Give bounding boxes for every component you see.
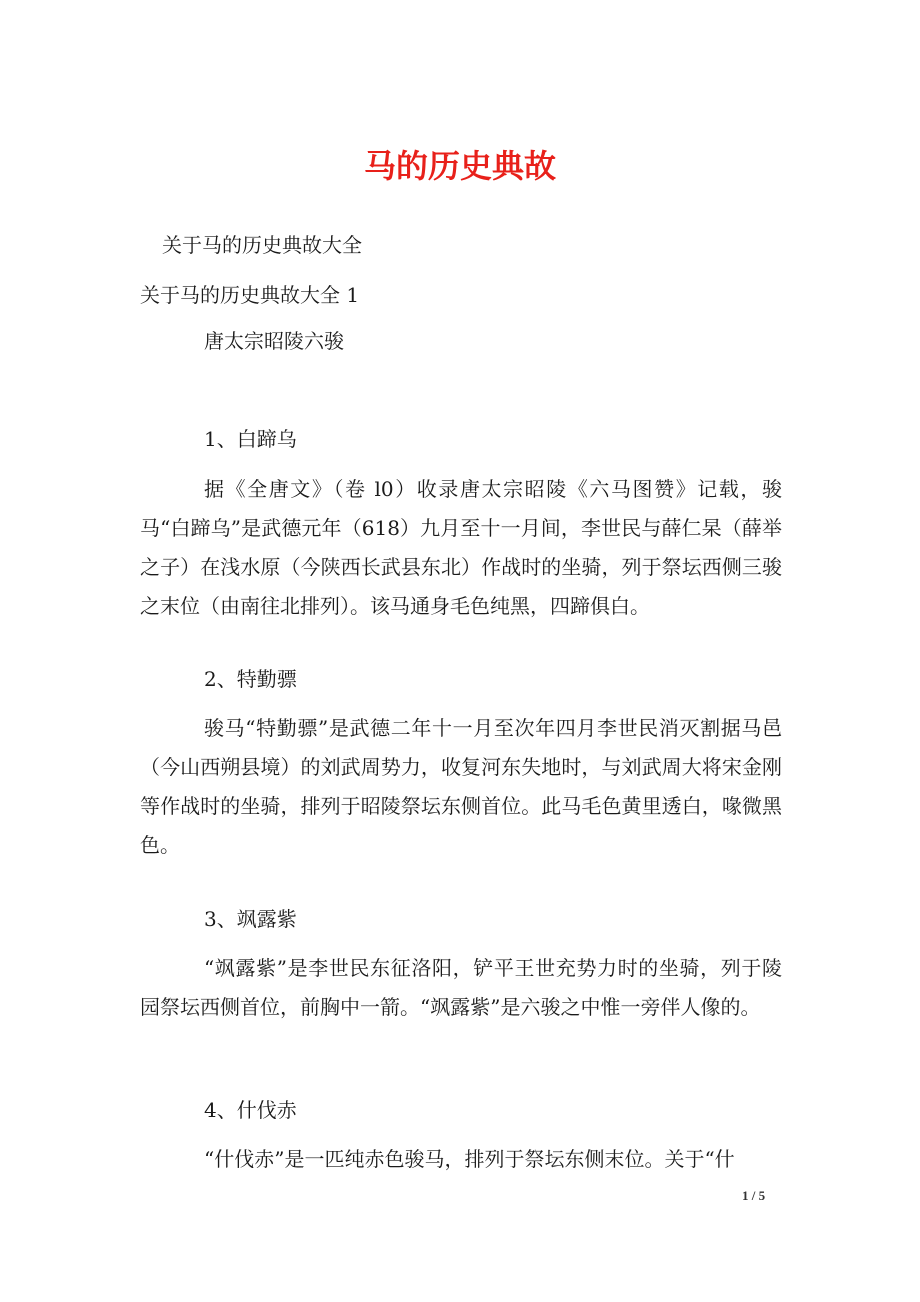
horse-paragraph-3: “飒露紫”是李世民东征洛阳，铲平王世充势力时的坐骑，列于陵园祭坛西侧首位，前胸中一箭。“飒露紫”是六骏之中惟一旁伴人像的。 bbox=[140, 956, 782, 1019]
horse-heading-3: 3、飒露紫 bbox=[204, 907, 297, 931]
page-number: 1 / 5 bbox=[742, 1188, 766, 1203]
horse-heading-1: 1、白蹄乌 bbox=[204, 427, 297, 451]
horse-paragraph-1: 据《全唐文》（卷 l0）收录唐太宗昭陵《六马图赞》记载，骏马“白蹄乌”是武德元年（618）九月至十一月间，李世民与薛仁杲（薛举之子）在浅水原（今陕西长武县东北）作战时的坐骑，列于祭坛西侧三骏之末位（由南往北排列）。该马通身毛色纯黑，四蹄俱白。 bbox=[140, 477, 782, 618]
topic-heading: 唐太宗昭陵六骏 bbox=[204, 329, 344, 353]
document-title: 马的历史典故 bbox=[363, 147, 556, 185]
subtitle: 关于马的历史典故大全 bbox=[162, 233, 362, 257]
section-title: 关于马的历史典故大全 1 bbox=[140, 283, 360, 307]
horse-heading-2: 2、特勤骠 bbox=[204, 667, 297, 691]
horse-paragraph-2: 骏马“特勤骠”是武德二年十一月至次年四月李世民消灭割据马邑（今山西朔县境）的刘武周势力，收复河东失地时，与刘武周大将宋金刚等作战时的坐骑，排列于昭陵祭坛东侧首位。此马毛色黄里透白，喙微黑色。 bbox=[140, 716, 782, 857]
horse-paragraph-4: “什伐赤”是一匹纯赤色骏马，排列于祭坛东侧末位。关于“什 bbox=[204, 1147, 735, 1171]
horse-heading-4: 4、什伐赤 bbox=[204, 1098, 297, 1122]
